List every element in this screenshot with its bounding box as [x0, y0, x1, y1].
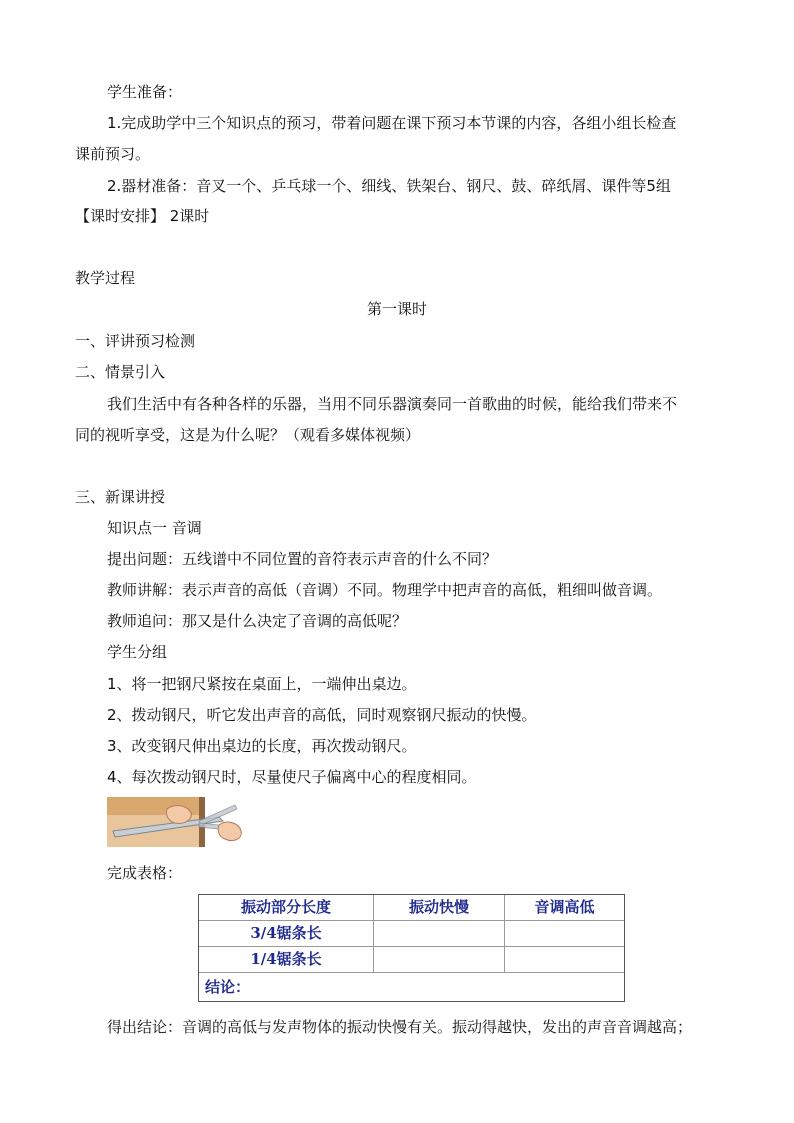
- results-table: [198, 894, 625, 1002]
- lesson-one-heading: 第一课时: [366, 300, 427, 318]
- final-conclusion-line: 得出结论：音调的高低与发声物体的振动快慢有关。振动得越快，发出的声音音调越高；: [107, 1018, 693, 1036]
- schedule-line: 【课时安排】 2课时: [75, 207, 210, 225]
- complete-table-line: 完成表格：: [107, 864, 183, 882]
- row-2-length: 1/4锯条长: [250, 950, 322, 968]
- question-line: 提出问题：五线谱中不同位置的音符表示声音的什么不同？: [107, 550, 498, 568]
- prep-item-1: 1.完成助学中三个知识点的预习，带着问题在课下预习本节课的内容，各组小组长检查: [107, 114, 677, 132]
- prep-item-2: 2.器材准备：音叉一个、乒乓球一个、细线、铁架台、钢尺、鼓、碎纸屑、课件等5组: [107, 177, 671, 195]
- row-1-speed[interactable]: [373, 921, 504, 946]
- header-pitch: 音调高低: [504, 895, 624, 920]
- section-2-heading: 二、情景引入: [75, 363, 166, 381]
- step-3: 3、改变钢尺伸出桌边的长度，再次拨动钢尺。: [107, 737, 417, 755]
- header-length: 振动部分长度: [240, 898, 331, 916]
- table-conclusion-row[interactable]: [199, 973, 624, 1001]
- table-row: [199, 921, 624, 947]
- teacher-explain-line: 教师讲解：表示声音的高低（音调）不同。物理学中把声音的高低，粗细叫做音调。: [107, 581, 663, 599]
- row-2-speed[interactable]: [373, 947, 504, 972]
- student-groups-line: 学生分组: [107, 643, 168, 661]
- row-1-pitch[interactable]: [504, 921, 624, 946]
- student-prep-title: 学生准备：: [107, 83, 183, 101]
- table-row: [199, 947, 624, 973]
- knowledge-point-1: 知识点一 音调: [107, 519, 202, 537]
- step-1: 1、将一把钢尺紧按在桌面上，一端伸出桌边。: [107, 675, 417, 693]
- ruler-on-desk-illustration: [107, 797, 247, 847]
- step-4: 4、每次拨动钢尺时，尽量使尺子偏离中心的程度相同。: [107, 768, 477, 786]
- teacher-ask-line: 教师追问：那又是什么决定了音调的高低呢？: [107, 612, 408, 630]
- section-1-heading: 一、评讲预习检测: [75, 332, 196, 350]
- table-header-row: [199, 895, 624, 921]
- header-speed: 振动快慢: [373, 895, 504, 920]
- process-heading: 教学过程: [75, 269, 136, 287]
- row-1-length: 3/4锯条长: [250, 924, 322, 942]
- step-2: 2、拨动钢尺，听它发出声音的高低，同时观察钢尺振动的快慢。: [107, 706, 537, 724]
- prep-item-1-cont: 课前预习。: [75, 145, 151, 163]
- intro-paragraph: 我们生活中有各种各样的乐器，当用不同乐器演奏同一首歌曲的时候，能给我们带来不: [107, 395, 678, 413]
- section-3-heading: 三、新课讲授: [75, 488, 166, 506]
- conclusion-label: 结论：: [205, 978, 251, 996]
- row-2-pitch[interactable]: [504, 947, 624, 972]
- intro-paragraph-cont: 同的视听享受，这是为什么呢？（观看多媒体视频）: [75, 426, 421, 444]
